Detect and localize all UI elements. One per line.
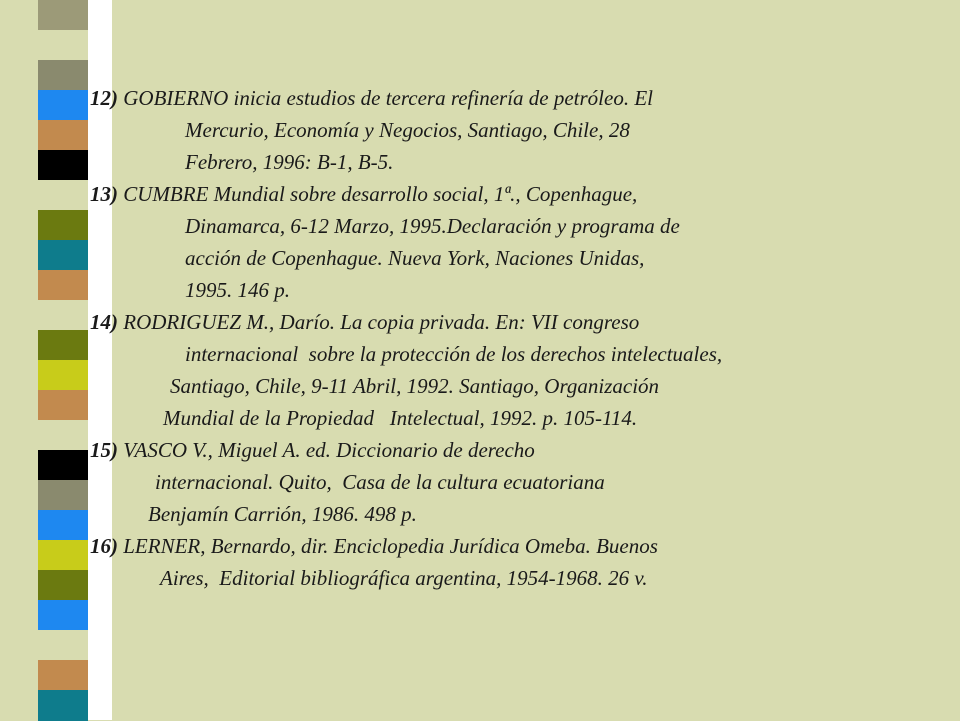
reference-16-line-1 <box>90 534 658 558</box>
reference-12-line-3: Febrero, 1996: B-1, B-5. <box>185 150 394 174</box>
reference-12-number: 12) <box>90 86 118 110</box>
reference-14-line-4: Mundial de la Propiedad Intelectual, 1992. p. 105-114. <box>163 406 638 430</box>
reference-12-text-1: GOBIERNO inicia estudios de tercera refinería de petróleo. El <box>123 86 653 110</box>
reference-14-line-3: Santiago, Chile, 9-11 Abril, 1992. Santiago, Organización <box>170 374 660 398</box>
reference-13-line-3: acción de Copenhague. Nueva York, Naciones Unidas, <box>185 246 645 270</box>
reference-14-number: 14) <box>90 310 118 334</box>
reference-15-line-3: Benjamín Carrión, 1986. 498 p. <box>148 502 417 526</box>
reference-13-line-2: Dinamarca, 6-12 Marzo, 1995.Declaración y programa de <box>185 214 680 238</box>
reference-15-number: 15) <box>90 438 118 462</box>
reference-14-line-2: internacional sobre la protección de los derechos intelectuales, <box>185 342 723 366</box>
reference-16-number: 16) <box>90 534 118 558</box>
reference-15-line-2: internacional. Quito, Casa de la cultura ecuatoriana <box>155 470 605 494</box>
reference-13-number: 13) <box>90 182 118 206</box>
reference-13-line-4: 1995. 146 p. <box>185 278 290 302</box>
reference-12-line-1 <box>90 86 653 110</box>
reference-13-line-1 <box>90 182 637 206</box>
reference-13-text-1: CUMBRE Mundial sobre desarrollo social, 1ª., Copenhague, <box>123 182 638 206</box>
reference-14-text-1: RODRIGUEZ M., Darío. La copia privada. En: VII congreso <box>123 310 640 334</box>
reference-12-line-2: Mercurio, Economía y Negocios, Santiago, Chile, 28 <box>185 118 630 142</box>
reference-14-line-1 <box>90 310 639 334</box>
reference-16-line-2: Aires, Editorial bibliográfica argentina, 1954-1968. 26 v. <box>160 566 648 590</box>
reference-16-text-1: LERNER, Bernardo, dir. Enciclopedia Jurídica Omeba. Buenos <box>123 534 658 558</box>
reference-15-text-1: VASCO V., Miguel A. ed. Diccionario de derecho <box>123 438 535 462</box>
reference-15-line-1 <box>90 438 535 462</box>
